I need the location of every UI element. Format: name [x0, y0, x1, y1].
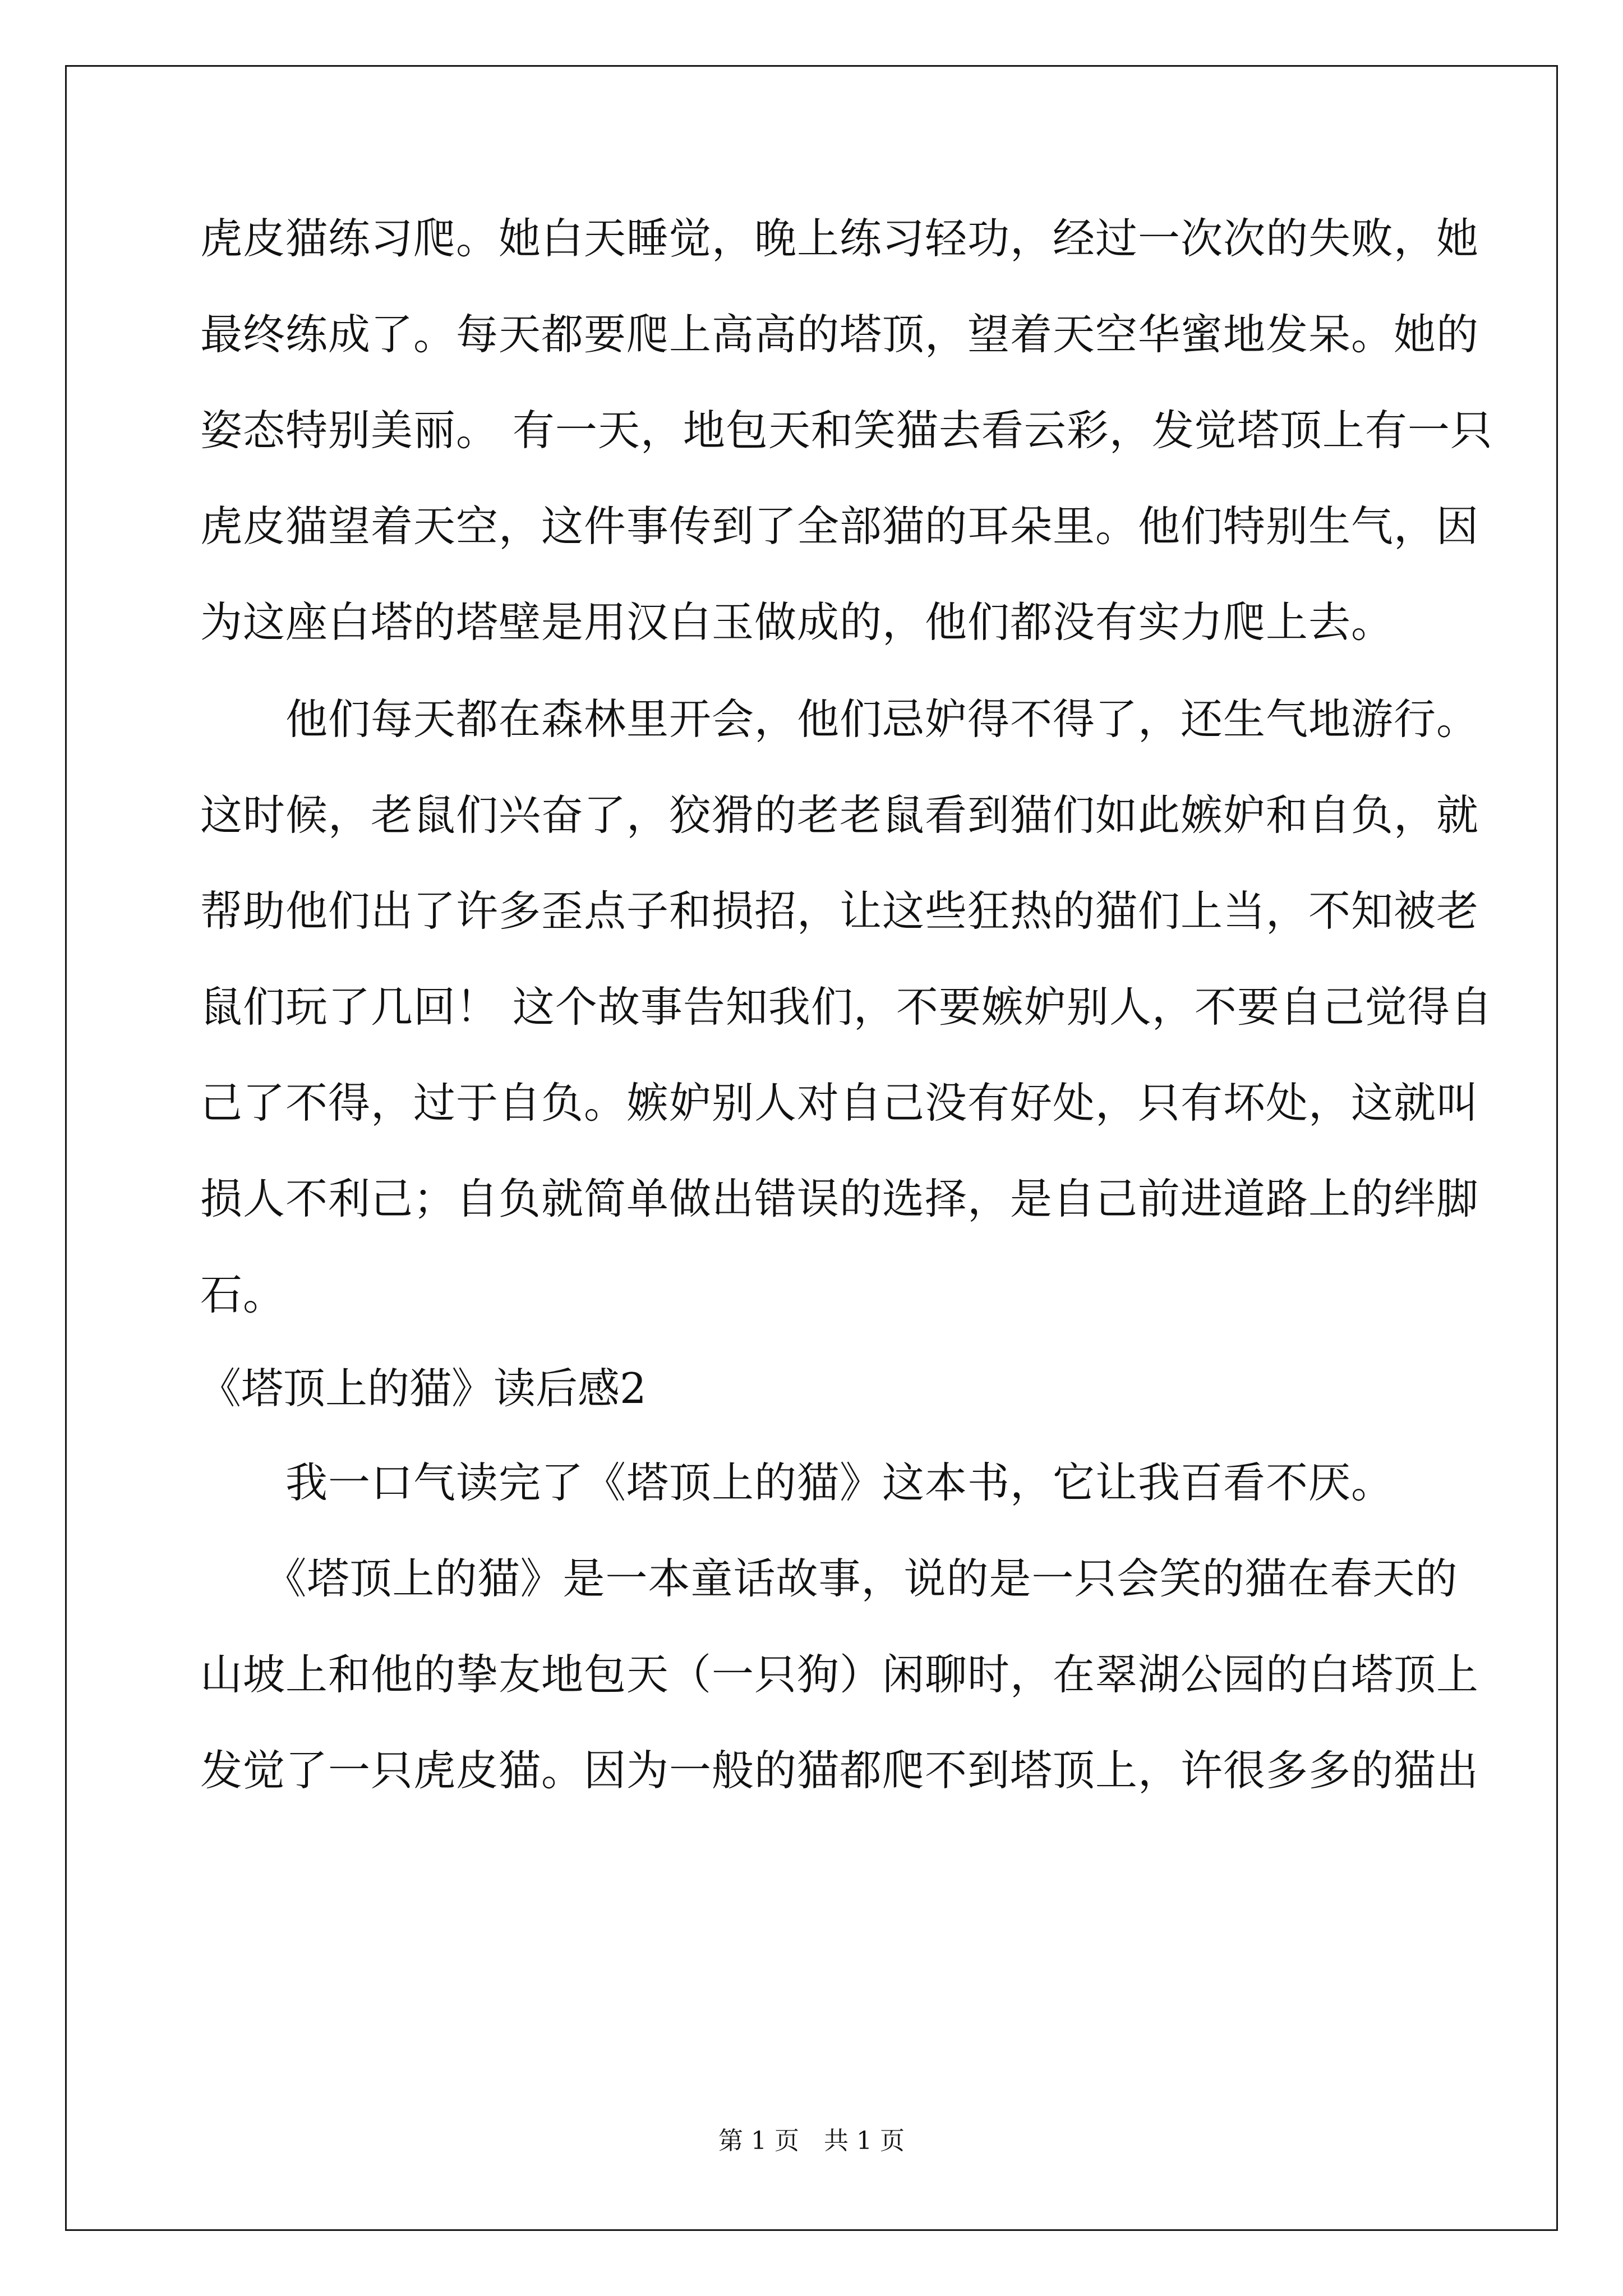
text-line: 帮助他们出了许多歪点子和损招，让这些狂热的猫们上当，不知被老 — [200, 886, 1479, 936]
text-line: 姿态特别美丽。 有一天，地包天和笑猫去看云彩，发觉塔顶上有一只 — [200, 406, 1493, 455]
section-heading: 《塔顶上的猫》读后感2 — [199, 1364, 647, 1413]
text-line: 石。 — [200, 1270, 286, 1319]
text-line: 他们每天都在森林里开会，他们忌妒得不得了，还生气地游行。 — [200, 694, 1479, 744]
text-line: 鼠们玩了几回！ 这个故事告知我们，不要嫉妒别人，不要自己觉得自 — [200, 982, 1493, 1032]
page-number-footer: 第 1 页 共 1 页 — [718, 2127, 905, 2155]
text-line: 损人不利己；自负就简单做出错误的选择，是自己前进道路上的绊脚 — [200, 1174, 1479, 1223]
text-line: 发觉了一只虎皮猫。因为一般的猫都爬不到塔顶上，许很多多的猫出 — [200, 1746, 1479, 1795]
text-line: 虎皮猫望着天空，这件事传到了全部猫的耳朵里。他们特别生气，因 — [200, 501, 1479, 551]
text-line: 己了不得，过于自负。嫉妒别人对自己没有好处，只有坏处，这就叫 — [200, 1078, 1479, 1128]
text-line: 我一口气读完了《塔顶上的猫》这本书，它让我百看不厌。 — [200, 1458, 1394, 1507]
page-border — [65, 65, 1558, 2231]
text-line: 虎皮猫练习爬。她白天睡觉，晚上练习轻功，经过一次次的失败，她 — [200, 214, 1479, 263]
text-line: 这时候，老鼠们兴奋了，狡猾的老老鼠看到猫们如此嫉妒和自负，就 — [200, 790, 1479, 840]
text-line: 山坡上和他的挚友地包天（一只狗）闲聊时，在翠湖公园的白塔顶上 — [200, 1650, 1479, 1699]
text-line: 最终练成了。每天都要爬上高高的塔顶，望着天空华蜜地发呆。她的 — [200, 310, 1479, 359]
text-line: 《塔顶上的猫》是一本童话故事，说的是一只会笑的猫在春天的 — [200, 1554, 1458, 1603]
text-line: 为这座白塔的塔壁是用汉白玉做成的，他们都没有实力爬上去。 — [200, 597, 1394, 647]
